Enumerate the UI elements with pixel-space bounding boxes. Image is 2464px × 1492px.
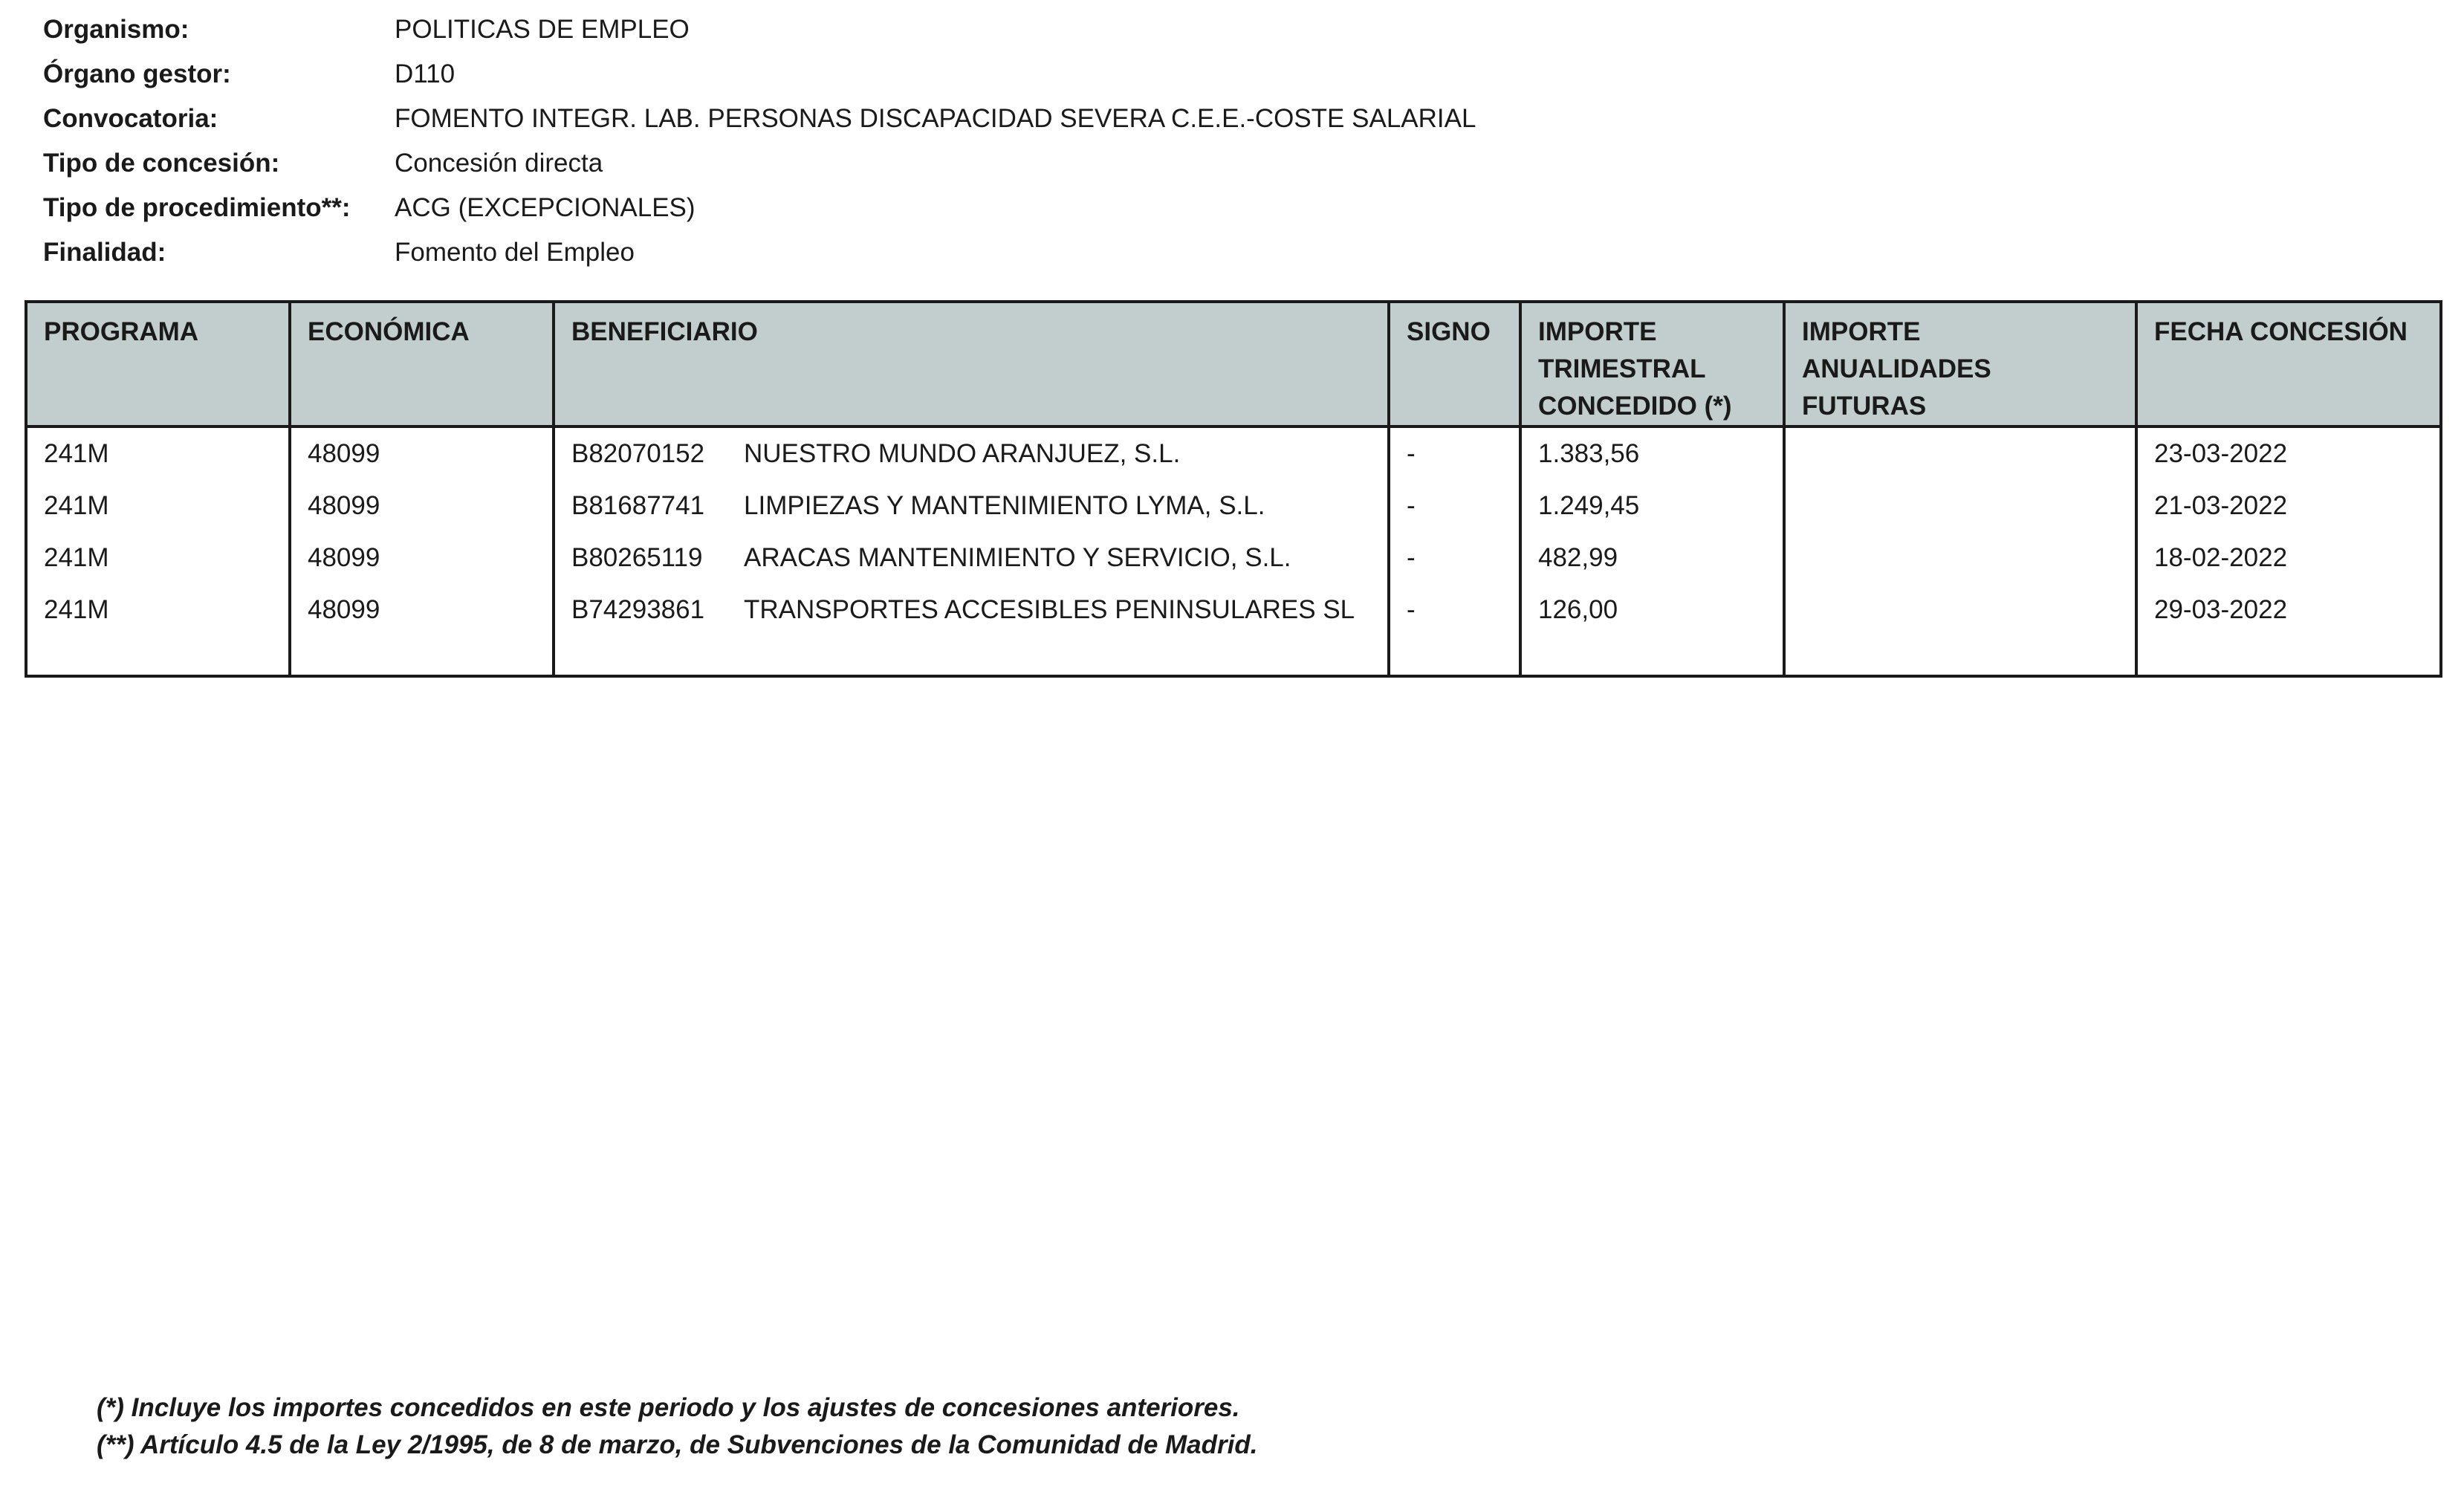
cell-economica: 48099 (290, 484, 554, 536)
footnote: (*) Incluye los importes concedidos en este periodo y los ajustes de concesiones anteriores. (97, 1393, 1240, 1422)
header-line: CONCEDIDO (*) (1538, 392, 1732, 421)
cell-importe: 126,00 (1520, 588, 1784, 676)
header-line: FUTURAS (1802, 392, 1927, 421)
meta-label: Finalidad: (43, 238, 166, 267)
document-metadata (43, 7, 1476, 275)
cell-signo: - (1389, 536, 1520, 588)
cell-economica: 48099 (290, 588, 554, 676)
cell-beneficiario (554, 536, 1389, 588)
table-row (26, 484, 2441, 536)
beneficiary-nif: B80265119 (571, 543, 703, 572)
beneficiary-name: LIMPIEZAS Y MANTENIMIENTO LYMA, S.L. (744, 491, 1265, 520)
meta-row-finalidad (43, 230, 1476, 275)
header-importe-futuras (1784, 302, 2136, 426)
cell-signo: - (1389, 426, 1520, 484)
meta-value: Concesión directa (395, 149, 603, 178)
table-row (26, 536, 2441, 588)
footnote: (**) Artículo 4.5 de la Ley 2/1995, de 8 de marzo, de Subvenciones de la Comunidad de Madrid. (97, 1430, 1258, 1459)
header-signo: SIGNO (1389, 302, 1520, 426)
meta-row-organo-gestor (43, 52, 1476, 97)
beneficiary-name: TRANSPORTES ACCESIBLES PENINSULARES SL (744, 595, 1355, 624)
table-header-row (26, 302, 2441, 426)
cell-economica: 48099 (290, 536, 554, 588)
header-programa: PROGRAMA (26, 302, 290, 426)
meta-label: Organismo: (43, 15, 189, 44)
header-importe-trimestral (1520, 302, 1784, 426)
meta-label: Tipo de procedimiento**: (43, 193, 351, 222)
cell-programa: 241M (26, 426, 290, 484)
cell-beneficiario (554, 484, 1389, 536)
cell-beneficiario (554, 426, 1389, 484)
cell-fecha: 18-02-2022 (2136, 536, 2441, 588)
meta-value: FOMENTO INTEGR. LAB. PERSONAS DISCAPACIDAD SEVERA C.E.E.-COSTE SALARIAL (395, 104, 1476, 133)
meta-label: Tipo de concesión: (43, 149, 280, 178)
cell-programa: 241M (26, 588, 290, 676)
header-line: IMPORTE (1538, 317, 1657, 346)
table-row (26, 426, 2441, 484)
cell-signo: - (1389, 484, 1520, 536)
cell-futuras (1784, 536, 2136, 588)
header-line: ANUALIDADES (1802, 354, 1991, 383)
meta-row-tipo-concesion (43, 141, 1476, 186)
cell-programa: 241M (26, 484, 290, 536)
cell-futuras (1784, 484, 2136, 536)
cell-importe: 482,99 (1520, 536, 1784, 588)
meta-row-convocatoria (43, 97, 1476, 141)
beneficiary-nif: B82070152 (571, 439, 705, 468)
header-line: IMPORTE (1802, 317, 1921, 346)
header-beneficiario: BENEFICIARIO (554, 302, 1389, 426)
meta-value: D110 (395, 59, 455, 88)
concessions-table (25, 300, 2442, 678)
meta-value: POLITICAS DE EMPLEO (395, 15, 690, 44)
meta-label: Convocatoria: (43, 104, 218, 133)
meta-value: ACG (EXCEPCIONALES) (395, 193, 696, 222)
cell-futuras (1784, 426, 2136, 484)
table-row (26, 588, 2441, 676)
cell-futuras (1784, 588, 2136, 676)
cell-importe: 1.249,45 (1520, 484, 1784, 536)
header-fecha-concesion: FECHA CONCESIÓN (2136, 302, 2441, 426)
cell-fecha: 29-03-2022 (2136, 588, 2441, 676)
header-line: TRIMESTRAL (1538, 354, 1706, 383)
beneficiary-nif: B74293861 (571, 595, 705, 624)
footnotes (97, 1389, 1257, 1464)
cell-importe: 1.383,56 (1520, 426, 1784, 484)
beneficiary-name: ARACAS MANTENIMIENTO Y SERVICIO, S.L. (744, 543, 1291, 572)
header-economica: ECONÓMICA (290, 302, 554, 426)
meta-row-organismo (43, 7, 1476, 52)
cell-fecha: 23-03-2022 (2136, 426, 2441, 484)
beneficiary-nif: B81687741 (571, 491, 705, 520)
cell-beneficiario (554, 588, 1389, 676)
meta-label: Órgano gestor: (43, 59, 231, 88)
cell-fecha: 21-03-2022 (2136, 484, 2441, 536)
cell-signo: - (1389, 588, 1520, 676)
beneficiary-name: NUESTRO MUNDO ARANJUEZ, S.L. (744, 439, 1181, 468)
cell-economica: 48099 (290, 426, 554, 484)
meta-row-tipo-procedimiento (43, 186, 1476, 230)
meta-value: Fomento del Empleo (395, 238, 635, 267)
cell-programa: 241M (26, 536, 290, 588)
